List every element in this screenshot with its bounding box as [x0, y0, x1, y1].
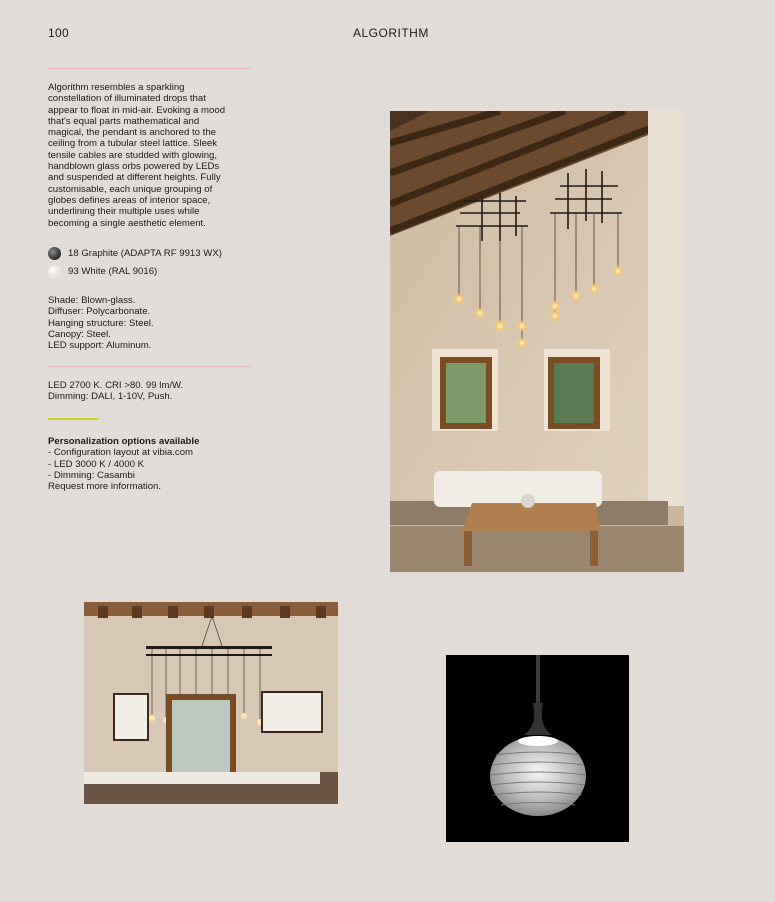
materials-list [48, 295, 253, 351]
technical-specs [48, 380, 253, 403]
intro-paragraph [48, 82, 253, 229]
personalization-item: - Dimming: Casambi [48, 469, 135, 481]
intro-line: globes defines areas of interior space, [48, 194, 211, 206]
material-line: LED support: Aluminum. [48, 340, 152, 352]
intro-line: customisable, each unique grouping of [48, 183, 213, 195]
interior-photo-living-room [390, 111, 684, 572]
white-swatch-icon [48, 265, 61, 278]
intro-line: appear to float in mid-air. Evoking a mood [48, 104, 226, 116]
intro-line: and suspended at different heights. Fully [48, 172, 221, 184]
finish-label: 93 White (RAL 9016) [68, 266, 158, 277]
intro-line: constellation of illuminated drops that [48, 93, 206, 105]
graphite-swatch-icon [48, 247, 61, 260]
technical-line: Dimming: DALI, 1-10V, Push. [48, 391, 173, 403]
page-number: 100 [48, 26, 69, 40]
interior-photo-dining-room [84, 602, 338, 804]
divider-middle [48, 366, 250, 367]
personalization-block [48, 436, 253, 492]
personalization-heading: Personalization options available [48, 436, 200, 447]
divider-top [48, 68, 250, 69]
intro-line: Algorithm resembles a sparkling [48, 82, 185, 93]
personalization-item: Request more information. [48, 481, 162, 493]
technical-line: LED 2700 K. CRI >80. 99 lm/W. [48, 380, 184, 391]
finish-white [48, 265, 157, 278]
personalization-item: - Configuration layout at vibia.com [48, 447, 194, 459]
page-title: ALGORITHM [353, 26, 429, 40]
material-line: Diffuser: Polycarbonate. [48, 306, 151, 318]
intro-line: ceiling from a tubular steel lattice. Sleek [48, 138, 218, 150]
intro-line: that's equal parts mathematical and [48, 115, 200, 127]
intro-line: magical, the pendant is anchored to the [48, 127, 217, 139]
intro-line: underlining their multiple uses while [48, 206, 200, 218]
material-line: Shade: Blown-glass. [48, 295, 136, 306]
finish-label: 18 Graphite (ADAPTA RF 9913 WX) [68, 248, 222, 259]
divider-accent [48, 418, 98, 420]
material-line: Canopy: Steel. [48, 328, 111, 340]
personalization-item: - LED 3000 K / 4000 K [48, 458, 144, 470]
intro-line: tensile cables are studded with glowing, [48, 149, 218, 161]
finish-graphite [48, 247, 222, 260]
material-line: Hanging structure: Steel. [48, 317, 154, 329]
product-detail-photo [446, 655, 629, 842]
intro-line: becoming a single aesthetic element. [48, 217, 206, 229]
intro-line: handblown glass orbs powered by LEDs [48, 161, 220, 173]
